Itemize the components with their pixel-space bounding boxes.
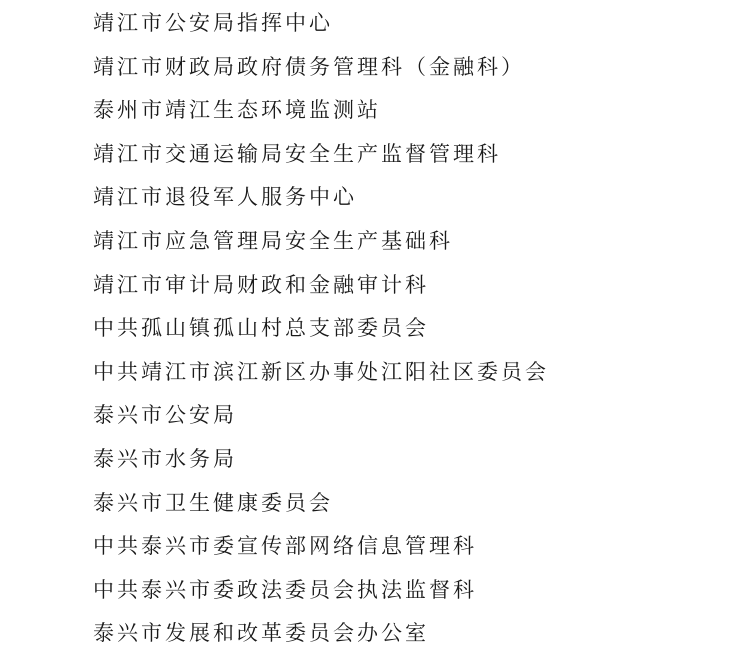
organization-line-12: 泰兴市卫生健康委员会 bbox=[93, 490, 333, 515]
organization-line-2: 靖江市财政局政府债务管理科（金融科） bbox=[93, 54, 525, 79]
organization-line-8: 中共孤山镇孤山村总支部委员会 bbox=[93, 316, 429, 341]
organization-line-13: 中共泰兴市委宣传部网络信息管理科 bbox=[93, 534, 477, 559]
organization-line-6: 靖江市应急管理局安全生产基础科 bbox=[93, 228, 453, 253]
organization-line-7: 靖江市审计局财政和金融审计科 bbox=[93, 272, 429, 297]
organization-line-15: 泰兴市发展和改革委员会办公室 bbox=[93, 621, 429, 645]
organization-line-4: 靖江市交通运输局安全生产监督管理科 bbox=[93, 141, 501, 166]
organization-line-14: 中共泰兴市委政法委员会执法监督科 bbox=[93, 577, 477, 602]
organization-line-3: 泰州市靖江生态环境监测站 bbox=[93, 98, 381, 123]
organization-line-9: 中共靖江市滨江新区办事处江阳社区委员会 bbox=[93, 359, 549, 384]
organization-line-1: 靖江市公安局指挥中心 bbox=[93, 11, 333, 35]
organization-line-5: 靖江市退役军人服务中心 bbox=[93, 185, 357, 210]
organization-line-11: 泰兴市水务局 bbox=[93, 446, 237, 471]
organization-list bbox=[93, 2, 549, 645]
organization-line-10: 泰兴市公安局 bbox=[93, 403, 237, 428]
